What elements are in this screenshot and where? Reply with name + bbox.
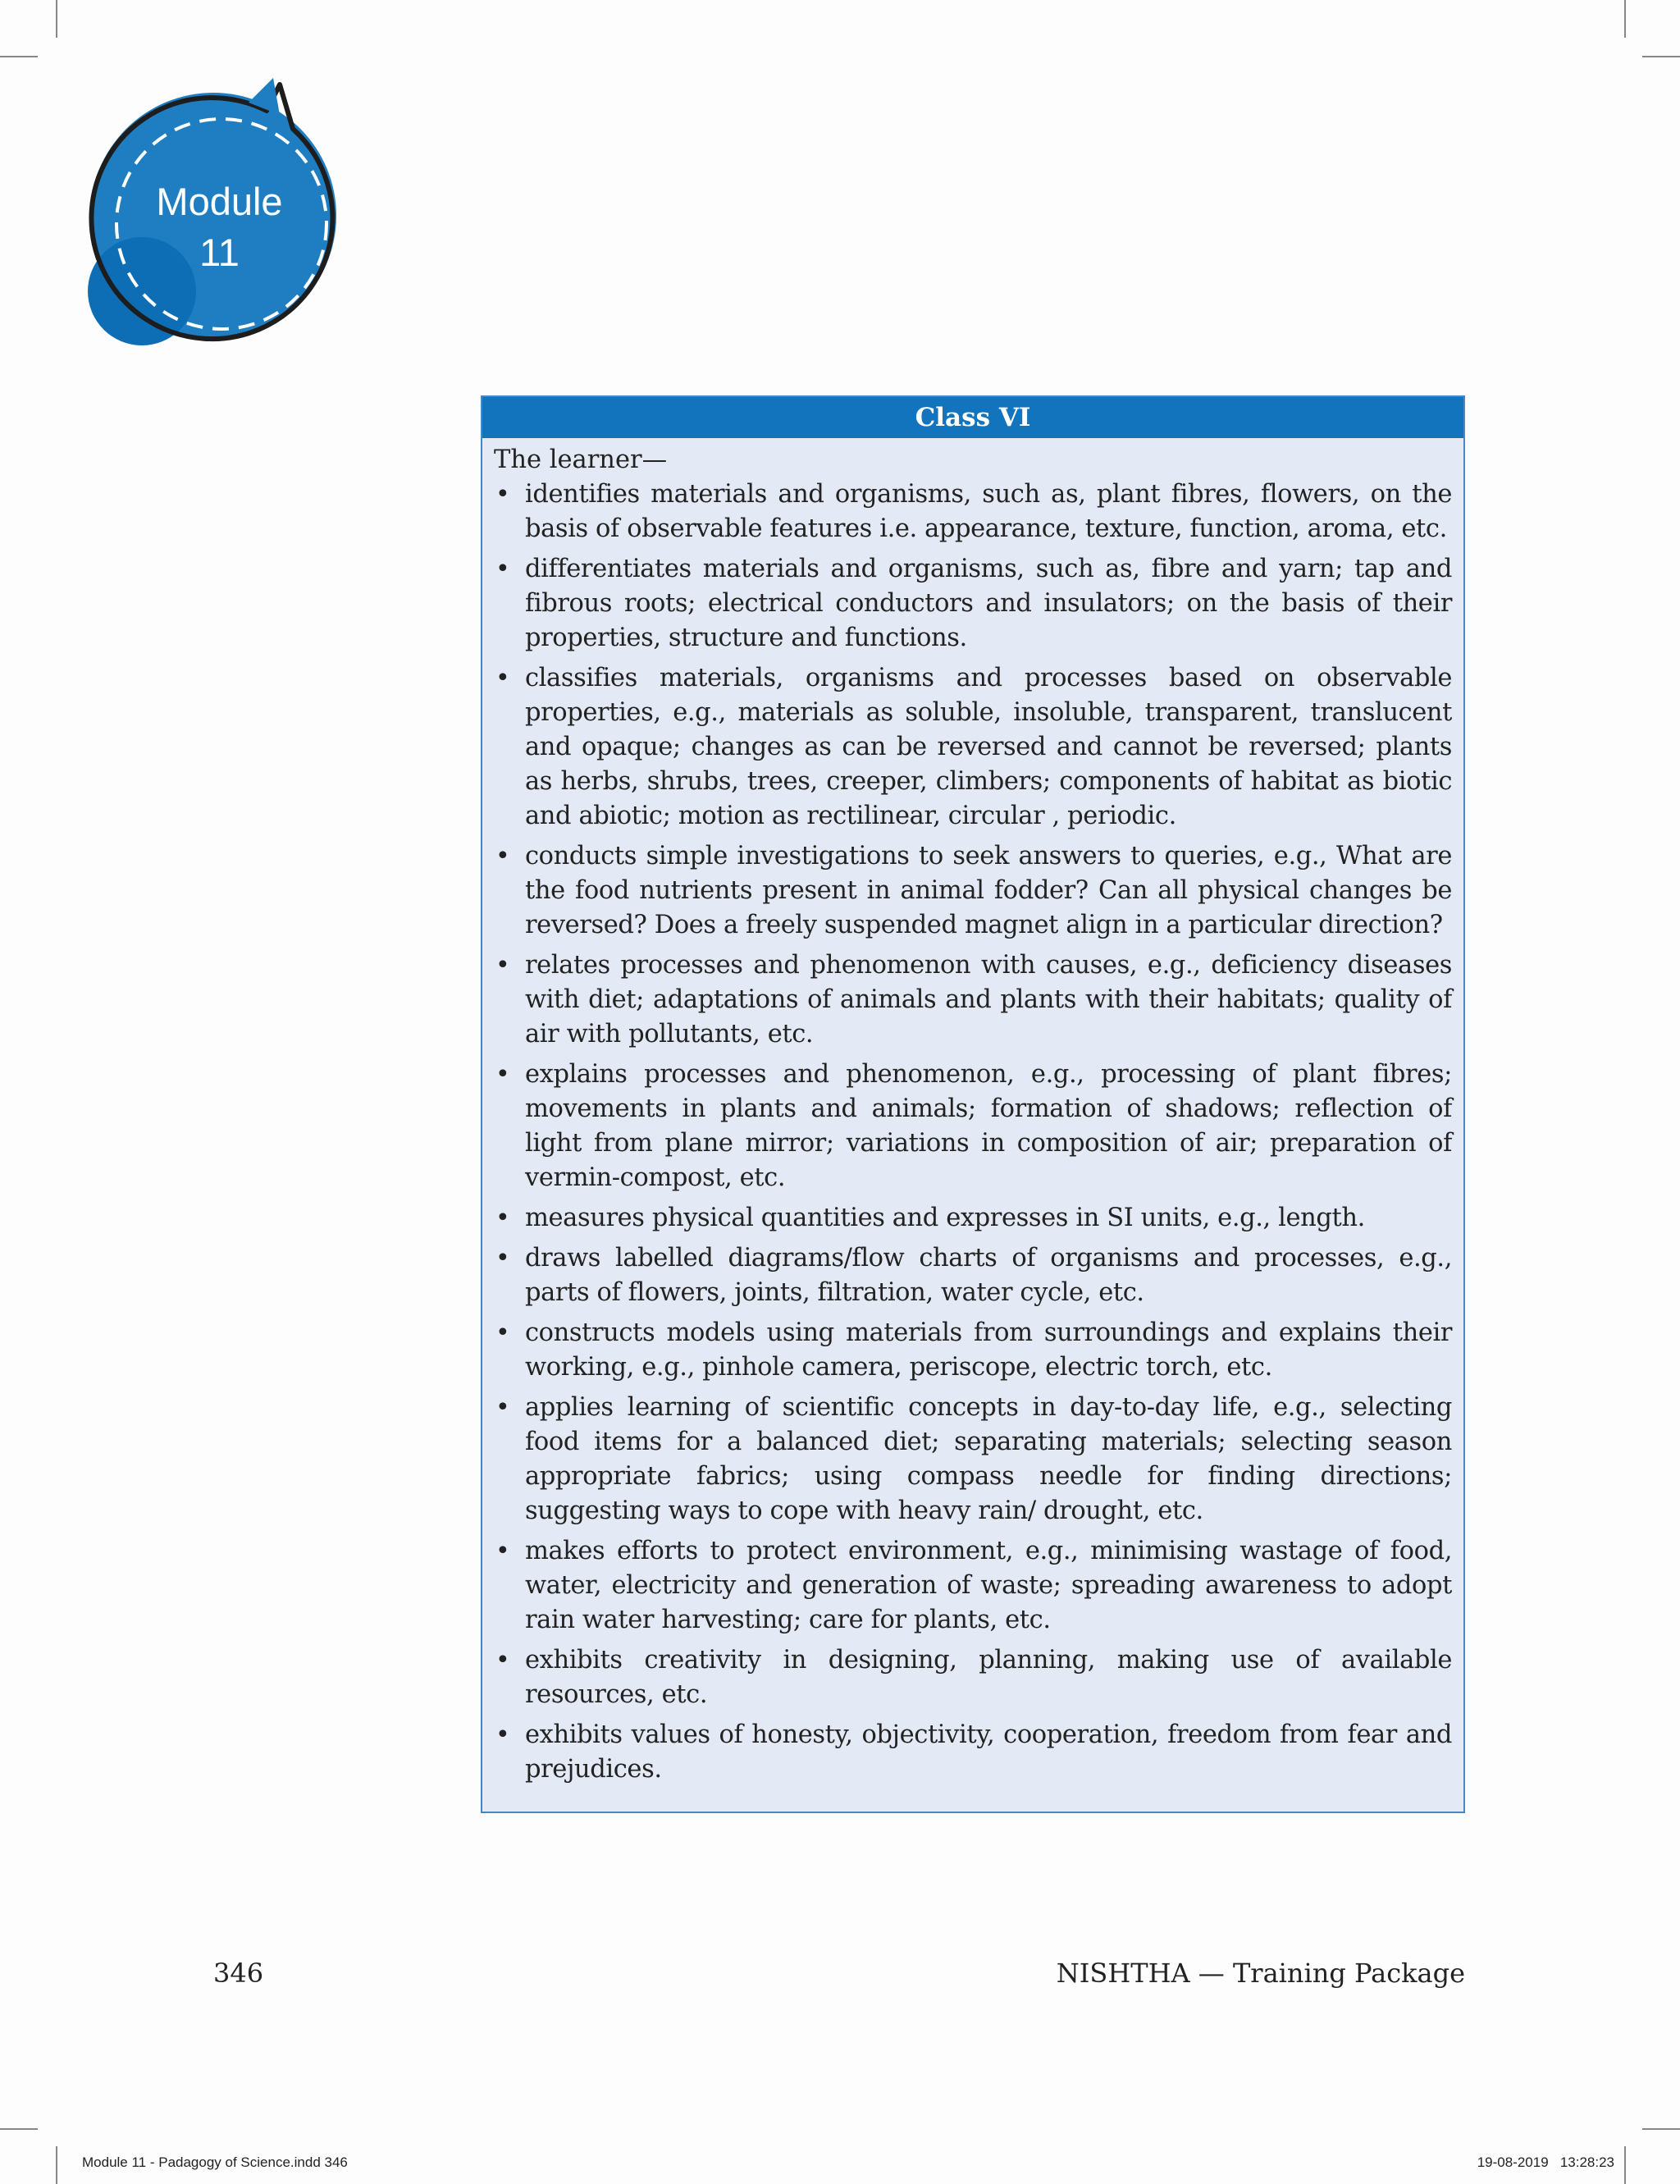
outcome-list: [494, 477, 1452, 1787]
running-title: NISHTHA — Training Package: [1056, 1958, 1465, 1989]
table-header: Class VI: [482, 397, 1463, 438]
outcome-text: exhibits values of honesty, objectivity, cooperation, freedom from fear and prejudices.: [525, 1720, 1452, 1784]
outcome-text: applies learning of scientific concepts in day-to-day life, e.g., selecting food items for a balanced diet; separating materials; selecting season appropriate fabrics; using compass needle for finding directions; suggesting ways to cope with heavy rain/ drought, etc.: [525, 1393, 1452, 1525]
list-item: [494, 552, 1452, 656]
list-item: [494, 1718, 1452, 1787]
list-item: [494, 1534, 1452, 1638]
crop-mark: [1624, 2146, 1626, 2184]
list-item: [494, 839, 1452, 943]
file-slug: Module 11 - Padagogy of Science.indd 346: [82, 2154, 348, 2170]
bullet-icon: •: [495, 1393, 510, 1422]
outcome-text: relates processes and phenomenon with causes, e.g., deficiency diseases with diet; adaptations of animals and plants with their habitats; quality of air with pollutants, etc.: [525, 951, 1452, 1049]
outcome-text: identifies materials and organisms, such as, plant fibres, flowers, on the basis of observable features i.e. appearance, texture, function, aroma, etc.: [525, 480, 1452, 543]
list-item: [494, 661, 1452, 834]
list-item: [494, 1058, 1452, 1195]
outcome-text: draws labelled diagrams/flow charts of organisms and processes, e.g., parts of flowers, joints, filtration, water cycle, etc.: [525, 1244, 1452, 1307]
table-body: [482, 438, 1463, 1787]
outcome-text: conducts simple investigations to seek answers to queries, e.g., What are the food nutrients present in animal fodder? Can all physical changes be reversed? Does a freely suspended magnet align in a particular direction?: [525, 842, 1452, 939]
outcome-text: classifies materials, organisms and processes based on observable properties, e.g., materials as soluble, insoluble, transparent, translucent and opaque; changes as can be reversed and cannot be reversed; plants as herbs, shrubs, trees, creeper, climbers; components of habitat as biotic and abiotic; motion as rectilinear, circular , periodic.: [525, 664, 1452, 830]
bullet-icon: •: [495, 664, 510, 692]
crop-mark: [1642, 56, 1680, 57]
crop-mark: [1624, 0, 1626, 38]
outcome-text: explains processes and phenomenon, e.g., processing of plant fibres; movements in plants and animals; formation of shadows; reflection of light from plane mirror; variations in composition of air; preparation of vermin-compost, etc.: [525, 1060, 1452, 1192]
crop-mark: [1642, 2128, 1680, 2130]
timestamp-slug: 19-08-2019 13:28:23: [1477, 2154, 1614, 2170]
bullet-icon: •: [495, 1318, 510, 1347]
bullet-icon: •: [495, 1720, 510, 1749]
list-item: [494, 948, 1452, 1052]
bullet-icon: •: [495, 1204, 510, 1232]
list-item: [494, 1241, 1452, 1310]
list-item: [494, 1201, 1452, 1236]
outcome-text: constructs models using materials from surroundings and explains their working, e.g., pinhole camera, periscope, electric torch, etc.: [525, 1318, 1452, 1382]
list-item: [494, 1391, 1452, 1528]
outcome-text: exhibits creativity in designing, planning, making use of available resources, etc.: [525, 1646, 1452, 1709]
page-number: 346: [213, 1958, 264, 1989]
bullet-icon: •: [495, 1060, 510, 1089]
list-item: [494, 477, 1452, 546]
bullet-icon: •: [495, 1244, 510, 1272]
crop-mark: [0, 56, 38, 57]
crop-mark: [56, 0, 57, 38]
bullet-icon: •: [495, 480, 510, 509]
outcome-text: makes efforts to protect environment, e.g., minimising wastage of food, water, electricity and generation of waste; spreading awareness to adopt rain water harvesting; care for plants, etc.: [525, 1537, 1452, 1634]
module-number: 11: [199, 231, 240, 274]
learning-outcomes-table: [481, 395, 1465, 1813]
bullet-icon: •: [495, 951, 510, 980]
outcome-text: differentiates materials and organisms, such as, fibre and yarn; tap and fibrous roots; electrical conductors and insulators; on the basis of their properties, structure and functions.: [525, 555, 1452, 652]
crop-mark: [0, 2128, 38, 2130]
bullet-icon: •: [495, 555, 510, 583]
bullet-icon: •: [495, 1646, 510, 1675]
crop-mark: [56, 2146, 57, 2184]
list-item: [494, 1643, 1452, 1712]
bullet-icon: •: [495, 1537, 510, 1565]
module-label: [135, 176, 304, 278]
intro-text: The learner—: [494, 445, 668, 474]
outcome-text: measures physical quantities and expresses in SI units, e.g., length.: [525, 1204, 1365, 1232]
module-label-line1: Module: [156, 180, 283, 223]
bullet-icon: •: [495, 842, 510, 870]
list-item: [494, 1316, 1452, 1385]
